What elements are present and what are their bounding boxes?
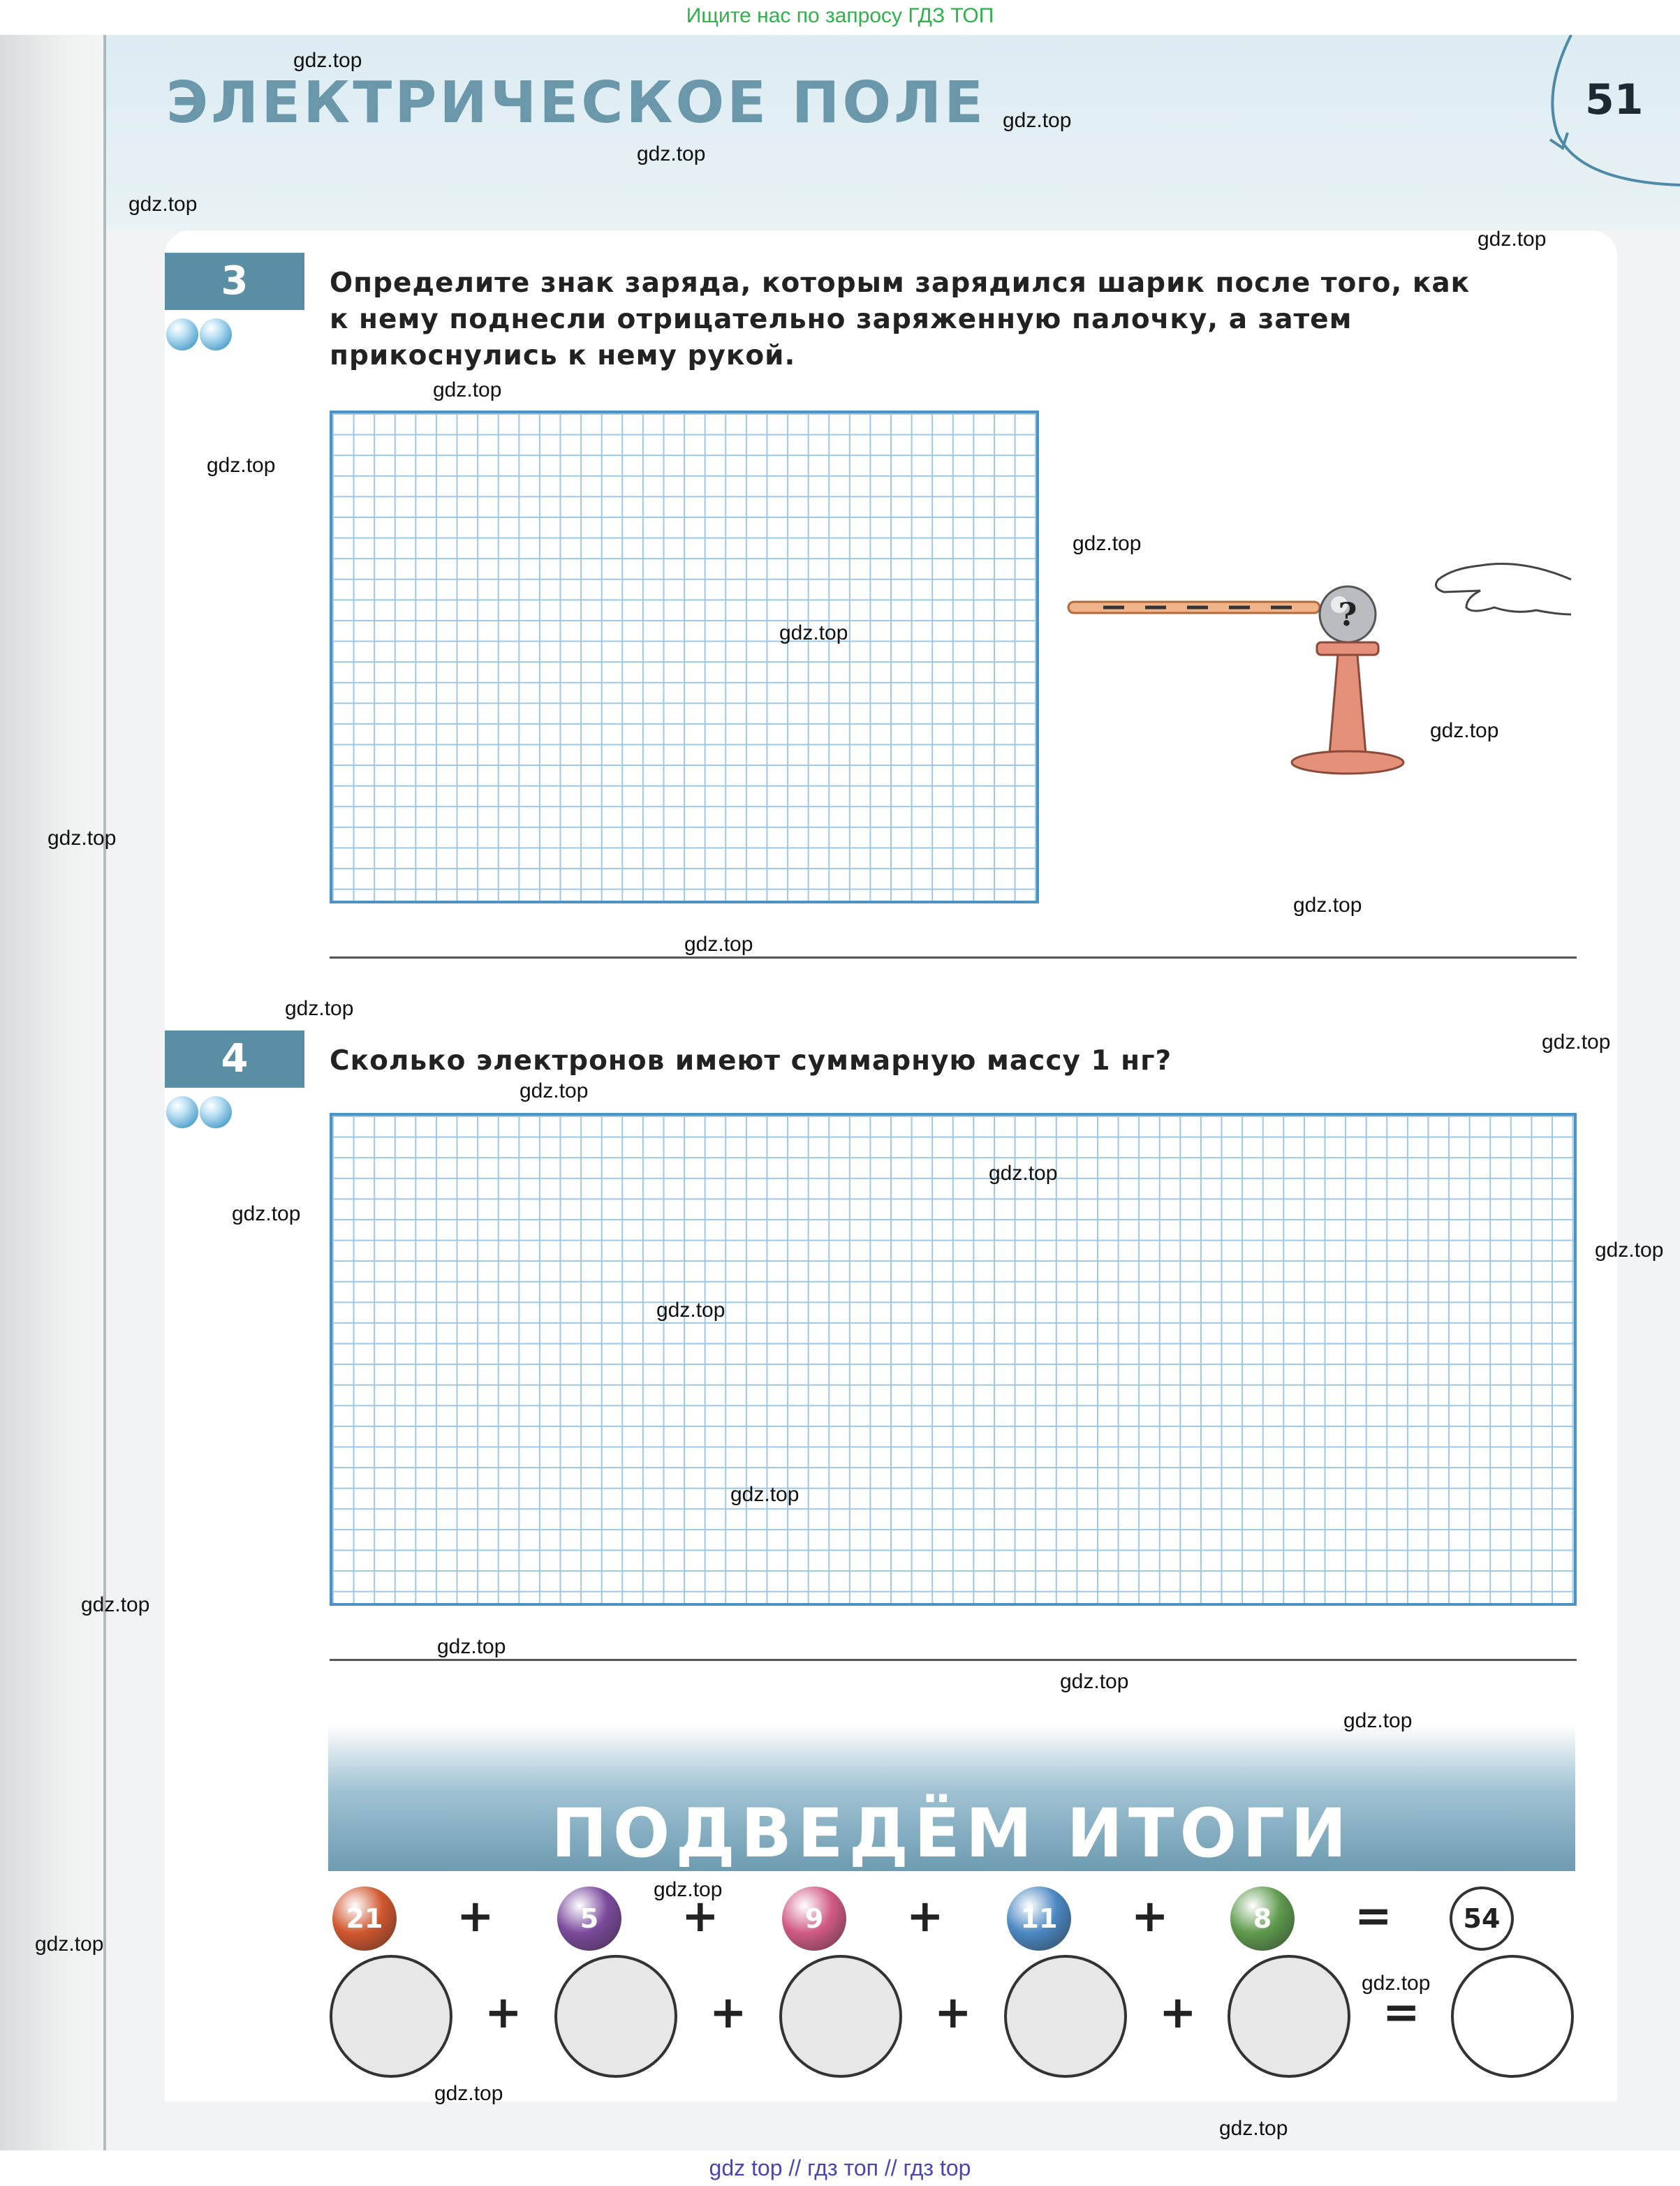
watermark: gdz.top bbox=[1343, 1709, 1413, 1732]
task-3-divider bbox=[330, 957, 1577, 959]
watermark: gdz.top bbox=[1595, 1239, 1664, 1262]
plus-sign: + bbox=[1159, 1987, 1197, 2039]
summary-title: ПОДВЕДЁМ ИТОГИ bbox=[551, 1794, 1353, 1873]
watermark: gdz.top bbox=[1542, 1031, 1611, 1054]
watermark: gdz.top bbox=[434, 2082, 503, 2105]
spine-line bbox=[103, 35, 106, 2150]
score-ball-8: 8 bbox=[1230, 1886, 1295, 1951]
watermark: gdz.top bbox=[47, 827, 117, 850]
task-4-text: Сколько электронов имеют суммарную массу 1 нг? bbox=[330, 1045, 1172, 1077]
watermark: gdz.top bbox=[1362, 1972, 1431, 1995]
equals-sign: = bbox=[1355, 1891, 1392, 1942]
task-3-text: Определите знак заряда, которым зарядился шарик после того, как к нему поднесли отрицательно заряженную палочку, а затем прикоснулись к нему рукой. bbox=[330, 267, 1471, 371]
watermark: gdz.top bbox=[637, 142, 706, 165]
plus-sign: + bbox=[1131, 1891, 1169, 1942]
watermark: gdz.top bbox=[1430, 719, 1499, 742]
page-gutter bbox=[0, 35, 105, 2150]
score-input-circle[interactable] bbox=[554, 1955, 677, 2078]
task-3-badge: 3 bbox=[165, 253, 304, 310]
plus-sign: + bbox=[709, 1987, 747, 2039]
plus-sign: + bbox=[457, 1891, 494, 1942]
score-ball-9: 9 bbox=[782, 1886, 846, 1951]
watermark: gdz.top bbox=[128, 193, 198, 216]
task-4-divider bbox=[330, 1659, 1577, 1661]
watermark: gdz.top bbox=[35, 1933, 104, 1956]
task-4-badge: 4 bbox=[165, 1031, 304, 1088]
score-ball-11: 11 bbox=[1007, 1886, 1071, 1951]
watermark: gdz.top bbox=[730, 1483, 800, 1506]
task-4-answer-grid[interactable] bbox=[330, 1113, 1577, 1606]
score-total: 54 bbox=[1450, 1886, 1514, 1951]
plus-sign: + bbox=[906, 1891, 944, 1942]
score-input-circle[interactable] bbox=[779, 1955, 902, 2078]
top-banner[interactable]: Ищите нас по запросу ГДЗ ТОП bbox=[0, 0, 1680, 35]
score-input-circle[interactable] bbox=[1004, 1955, 1127, 2078]
charged-rod-and-ball-illustration bbox=[1061, 538, 1578, 782]
watermark: gdz.top bbox=[285, 997, 354, 1020]
plus-sign: + bbox=[485, 1987, 522, 2039]
watermark: gdz.top bbox=[1293, 894, 1362, 917]
watermark: gdz.top bbox=[989, 1162, 1058, 1185]
watermark: gdz.top bbox=[232, 1202, 301, 1225]
difficulty-dots bbox=[166, 318, 236, 353]
watermark: gdz.top bbox=[1060, 1670, 1129, 1693]
watermark: gdz.top bbox=[293, 49, 362, 72]
watermark: gdz.top bbox=[1478, 228, 1547, 251]
watermark: gdz.top bbox=[1219, 2117, 1288, 2140]
page-title: ЭЛЕКТРИЧЕСКОЕ ПОЛЕ bbox=[166, 70, 987, 136]
watermark: gdz.top bbox=[81, 1593, 150, 1616]
watermark: gdz.top bbox=[656, 1299, 725, 1322]
score-ball-5: 5 bbox=[557, 1886, 621, 1951]
watermark: gdz.top bbox=[779, 621, 848, 644]
watermark: gdz.top bbox=[1003, 109, 1072, 132]
watermark: gdz.top bbox=[437, 1635, 506, 1658]
page-number: 51 bbox=[1585, 75, 1644, 124]
score-input-circle[interactable] bbox=[330, 1955, 452, 2078]
plus-sign: + bbox=[934, 1987, 972, 2039]
task-3-answer-grid[interactable] bbox=[330, 411, 1039, 903]
question-mark-label: ? bbox=[1338, 596, 1357, 633]
watermark: gdz.top bbox=[433, 378, 502, 401]
watermark: gdz.top bbox=[654, 1878, 723, 1901]
watermark: gdz.top bbox=[1073, 532, 1142, 555]
equals-sign: = bbox=[1383, 1987, 1420, 2039]
watermark: gdz.top bbox=[520, 1079, 589, 1102]
difficulty-dots bbox=[166, 1096, 236, 1131]
watermark: gdz.top bbox=[207, 454, 276, 477]
score-input-circle[interactable] bbox=[1228, 1955, 1350, 2078]
total-input-circle[interactable] bbox=[1451, 1955, 1574, 2078]
watermark: gdz.top bbox=[684, 933, 753, 956]
bottom-link[interactable]: gdz top // гдз топ // гдз top bbox=[709, 2155, 971, 2180]
score-ball-21: 21 bbox=[332, 1886, 397, 1951]
plus-sign: + bbox=[681, 1891, 719, 1942]
